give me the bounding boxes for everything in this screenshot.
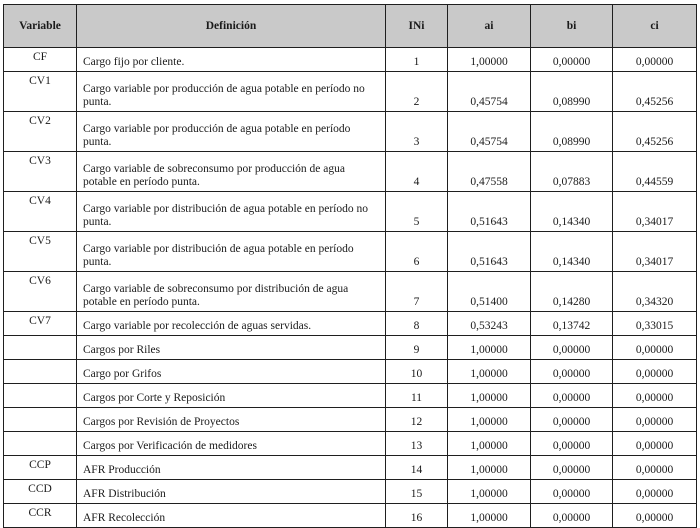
cell-definicion: AFR Recolección [77,504,386,528]
cell-ini: 11 [386,384,448,408]
cell-variable [4,408,77,432]
table-row [4,72,697,112]
cell-ci: 0,00000 [613,360,697,384]
cell-ini: 6 [386,232,448,272]
table-row [4,48,697,72]
cell-bi: 0,07883 [531,152,613,192]
table-row [4,192,697,232]
table-row [4,504,697,528]
cell-variable: CV3 [4,152,77,192]
cell-definicion: Cargos por Corte y Reposición [77,384,386,408]
cell-definicion: Cargo variable por recolección de aguas servidas. [77,312,386,336]
cell-definicion: AFR Distribución [77,480,386,504]
cell-variable: CV5 [4,232,77,272]
cell-bi: 0,00000 [531,504,613,528]
table-row [4,408,697,432]
cell-definicion: Cargo variable por distribución de agua potable en período punta. [77,232,386,272]
cell-ci: 0,00000 [613,48,697,72]
cell-ai: 1,00000 [448,360,531,384]
cell-ini: 2 [386,72,448,112]
cell-definicion: Cargo fijo por cliente. [77,48,386,72]
cell-variable [4,432,77,456]
cell-ai: 1,00000 [448,408,531,432]
cell-ai: 1,00000 [448,480,531,504]
cell-ci: 0,45256 [613,112,697,152]
table-row [4,336,697,360]
cell-definicion: Cargo variable de sobreconsumo por producción de agua potable en período punta. [77,152,386,192]
cell-ci: 0,00000 [613,504,697,528]
table-row [4,360,697,384]
cell-variable: CV2 [4,112,77,152]
table-row [4,384,697,408]
cell-ini: 8 [386,312,448,336]
cell-ai: 1,00000 [448,432,531,456]
cell-variable: CF [4,48,77,72]
cell-ini: 16 [386,504,448,528]
cell-ini: 4 [386,152,448,192]
cell-ai: 0,51643 [448,192,531,232]
cell-bi: 0,14280 [531,272,613,312]
cell-definicion: Cargo variable de sobreconsumo por distribución de agua potable en período punta. [77,272,386,312]
cell-definicion: Cargo variable por distribución de agua potable en período no punta. [77,192,386,232]
cell-bi: 0,14340 [531,192,613,232]
cell-ai: 0,51400 [448,272,531,312]
cell-bi: 0,00000 [531,336,613,360]
cell-variable [4,336,77,360]
table-row [4,480,697,504]
coefficients-table [3,4,697,528]
cell-bi: 0,08990 [531,112,613,152]
cell-ai: 0,53243 [448,312,531,336]
cell-ci: 0,00000 [613,408,697,432]
cell-definicion: Cargos por Riles [77,336,386,360]
cell-ai: 0,51643 [448,232,531,272]
table-row [4,456,697,480]
cell-definicion: Cargo variable por producción de agua potable en período no punta. [77,72,386,112]
table-row [4,432,697,456]
cell-variable [4,360,77,384]
header-ini: INi [386,5,448,48]
cell-bi: 0,00000 [531,456,613,480]
cell-ci: 0,00000 [613,480,697,504]
cell-ci: 0,34017 [613,192,697,232]
cell-variable: CV4 [4,192,77,232]
table-row [4,112,697,152]
cell-ci: 0,00000 [613,336,697,360]
cell-ci: 0,33015 [613,312,697,336]
cell-variable: CV6 [4,272,77,312]
cell-ai: 1,00000 [448,336,531,360]
cell-bi: 0,13742 [531,312,613,336]
cell-ini: 14 [386,456,448,480]
cell-bi: 0,14340 [531,232,613,272]
cell-variable [4,384,77,408]
cell-ai: 0,45754 [448,72,531,112]
cell-variable: CCD [4,480,77,504]
cell-ci: 0,34320 [613,272,697,312]
table-row [4,232,697,272]
cell-ai: 1,00000 [448,504,531,528]
cell-variable: CCR [4,504,77,528]
cell-ini: 15 [386,480,448,504]
cell-definicion: Cargo variable por producción de agua potable en período punta. [77,112,386,152]
cell-ini: 1 [386,48,448,72]
cell-variable: CCP [4,456,77,480]
cell-ai: 0,47558 [448,152,531,192]
cell-bi: 0,00000 [531,480,613,504]
cell-bi: 0,00000 [531,384,613,408]
cell-ai: 1,00000 [448,456,531,480]
cell-definicion: Cargos por Revisión de Proyectos [77,408,386,432]
cell-ci: 0,00000 [613,456,697,480]
cell-ci: 0,45256 [613,72,697,112]
cell-bi: 0,00000 [531,432,613,456]
cell-ini: 5 [386,192,448,232]
cell-definicion: Cargo por Grifos [77,360,386,384]
table-row [4,312,697,336]
table-body [4,48,697,528]
cell-ai: 0,45754 [448,112,531,152]
cell-ci: 0,34017 [613,232,697,272]
header-definicion: Definición [77,5,386,48]
cell-ini: 10 [386,360,448,384]
cell-ini: 13 [386,432,448,456]
cell-bi: 0,00000 [531,408,613,432]
cell-ini: 12 [386,408,448,432]
header-variable: Variable [4,5,77,48]
table-header-row [4,5,697,48]
cell-ini: 9 [386,336,448,360]
cell-bi: 0,00000 [531,48,613,72]
cell-definicion: Cargos por Verificación de medidores [77,432,386,456]
cell-bi: 0,00000 [531,360,613,384]
cell-ci: 0,00000 [613,432,697,456]
table-row [4,272,697,312]
cell-variable: CV7 [4,312,77,336]
cell-ci: 0,00000 [613,384,697,408]
cell-variable: CV1 [4,72,77,112]
header-bi: bi [531,5,613,48]
header-ai: ai [448,5,531,48]
cell-ai: 1,00000 [448,384,531,408]
cell-ai: 1,00000 [448,48,531,72]
cell-ci: 0,44559 [613,152,697,192]
table-row [4,152,697,192]
cell-ini: 3 [386,112,448,152]
cell-ini: 7 [386,272,448,312]
header-ci: ci [613,5,697,48]
cell-bi: 0,08990 [531,72,613,112]
cell-definicion: AFR Producción [77,456,386,480]
